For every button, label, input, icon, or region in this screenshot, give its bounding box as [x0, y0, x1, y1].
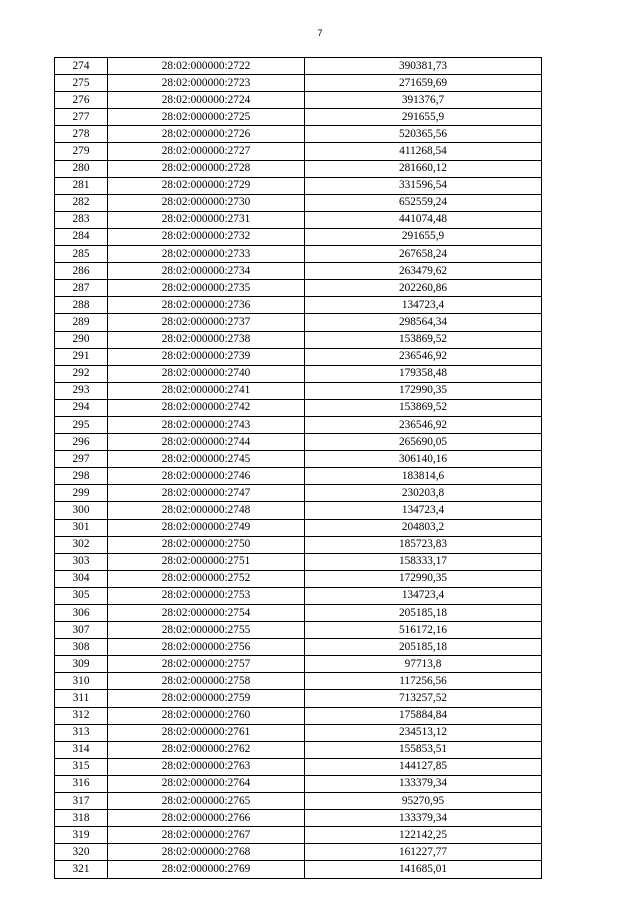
value-cell: 331596,54	[305, 177, 542, 194]
row-number-cell: 316	[55, 775, 108, 792]
cadastral-number-cell: 28:02:000000:2755	[108, 622, 305, 639]
table-row	[55, 741, 542, 758]
cadastral-number-cell: 28:02:000000:2747	[108, 485, 305, 502]
row-number-cell: 287	[55, 280, 108, 297]
cadastral-number-cell: 28:02:000000:2734	[108, 263, 305, 280]
value-cell: 391376,7	[305, 92, 542, 109]
cadastral-number-cell: 28:02:000000:2754	[108, 605, 305, 622]
value-cell: 204803,2	[305, 519, 542, 536]
value-cell: 205185,18	[305, 639, 542, 656]
value-cell: 144127,85	[305, 758, 542, 775]
value-cell: 172990,35	[305, 570, 542, 587]
cadastral-number-cell: 28:02:000000:2758	[108, 673, 305, 690]
value-cell: 291655,9	[305, 228, 542, 245]
table-row	[55, 297, 542, 314]
cadastral-number-cell: 28:02:000000:2742	[108, 399, 305, 416]
table-row	[55, 553, 542, 570]
cadastral-number-cell: 28:02:000000:2740	[108, 365, 305, 382]
table-row	[55, 365, 542, 382]
cadastral-number-cell: 28:02:000000:2723	[108, 75, 305, 92]
value-cell: 411268,54	[305, 143, 542, 160]
cadastral-number-cell: 28:02:000000:2738	[108, 331, 305, 348]
row-number-cell: 299	[55, 485, 108, 502]
table-row	[55, 263, 542, 280]
value-cell: 183814,6	[305, 468, 542, 485]
table-row	[55, 536, 542, 553]
table-row	[55, 143, 542, 160]
row-number-cell: 310	[55, 673, 108, 690]
cadastral-number-cell: 28:02:000000:2763	[108, 758, 305, 775]
row-number-cell: 317	[55, 793, 108, 810]
value-cell: 516172,16	[305, 622, 542, 639]
cadastral-number-cell: 28:02:000000:2737	[108, 314, 305, 331]
row-number-cell: 279	[55, 143, 108, 160]
row-number-cell: 284	[55, 228, 108, 245]
value-cell: 185723,83	[305, 536, 542, 553]
row-number-cell: 305	[55, 587, 108, 604]
cadastral-number-cell: 28:02:000000:2757	[108, 656, 305, 673]
table-row	[55, 775, 542, 792]
cadastral-number-cell: 28:02:000000:2724	[108, 92, 305, 109]
table-row	[55, 194, 542, 211]
cadastral-number-cell: 28:02:000000:2733	[108, 246, 305, 263]
value-cell: 117256,56	[305, 673, 542, 690]
cadastral-value-table	[54, 57, 542, 879]
cadastral-number-cell: 28:02:000000:2759	[108, 690, 305, 707]
value-cell: 291655,9	[305, 109, 542, 126]
value-cell: 265690,05	[305, 434, 542, 451]
table-row	[55, 519, 542, 536]
table-row	[55, 109, 542, 126]
cadastral-number-cell: 28:02:000000:2728	[108, 160, 305, 177]
value-cell: 153869,52	[305, 399, 542, 416]
value-cell: 153869,52	[305, 331, 542, 348]
value-cell: 134723,4	[305, 587, 542, 604]
value-cell: 175884,84	[305, 707, 542, 724]
row-number-cell: 319	[55, 827, 108, 844]
cadastral-number-cell: 28:02:000000:2736	[108, 297, 305, 314]
row-number-cell: 297	[55, 451, 108, 468]
row-number-cell: 280	[55, 160, 108, 177]
table-row	[55, 844, 542, 861]
cadastral-number-cell: 28:02:000000:2727	[108, 143, 305, 160]
row-number-cell: 320	[55, 844, 108, 861]
cadastral-number-cell: 28:02:000000:2756	[108, 639, 305, 656]
value-cell: 172990,35	[305, 382, 542, 399]
row-number-cell: 286	[55, 263, 108, 280]
cadastral-number-cell: 28:02:000000:2762	[108, 741, 305, 758]
cadastral-number-cell: 28:02:000000:2744	[108, 434, 305, 451]
value-cell: 230203,8	[305, 485, 542, 502]
value-cell: 263479,62	[305, 263, 542, 280]
table-row	[55, 605, 542, 622]
table-row	[55, 656, 542, 673]
table-row	[55, 126, 542, 143]
cadastral-number-cell: 28:02:000000:2751	[108, 553, 305, 570]
value-cell: 520365,56	[305, 126, 542, 143]
row-number-cell: 300	[55, 502, 108, 519]
cadastral-number-cell: 28:02:000000:2748	[108, 502, 305, 519]
row-number-cell: 294	[55, 399, 108, 416]
table-row	[55, 177, 542, 194]
cadastral-number-cell: 28:02:000000:2764	[108, 775, 305, 792]
value-cell: 133379,34	[305, 810, 542, 827]
value-cell: 713257,52	[305, 690, 542, 707]
page-number: 7	[317, 28, 323, 38]
cadastral-number-cell: 28:02:000000:2732	[108, 228, 305, 245]
row-number-cell: 308	[55, 639, 108, 656]
cadastral-number-cell: 28:02:000000:2741	[108, 382, 305, 399]
row-number-cell: 288	[55, 297, 108, 314]
table-row	[55, 810, 542, 827]
table-row	[55, 468, 542, 485]
table-row	[55, 690, 542, 707]
row-number-cell: 298	[55, 468, 108, 485]
cadastral-number-cell: 28:02:000000:2735	[108, 280, 305, 297]
table-row	[55, 861, 542, 878]
value-cell: 236546,92	[305, 348, 542, 365]
table-row	[55, 211, 542, 228]
row-number-cell: 306	[55, 605, 108, 622]
table-row	[55, 92, 542, 109]
table-row	[55, 75, 542, 92]
value-cell: 652559,24	[305, 194, 542, 211]
value-cell: 390381,73	[305, 58, 542, 75]
cadastral-number-cell: 28:02:000000:2750	[108, 536, 305, 553]
row-number-cell: 283	[55, 211, 108, 228]
row-number-cell: 274	[55, 58, 108, 75]
value-cell: 205185,18	[305, 605, 542, 622]
row-number-cell: 302	[55, 536, 108, 553]
value-cell: 179358,48	[305, 365, 542, 382]
table-row	[55, 246, 542, 263]
value-cell: 267658,24	[305, 246, 542, 263]
table-row	[55, 502, 542, 519]
table-row	[55, 451, 542, 468]
row-number-cell: 291	[55, 348, 108, 365]
row-number-cell: 275	[55, 75, 108, 92]
cadastral-number-cell: 28:02:000000:2745	[108, 451, 305, 468]
row-number-cell: 277	[55, 109, 108, 126]
table-row	[55, 622, 542, 639]
row-number-cell: 290	[55, 331, 108, 348]
cadastral-number-cell: 28:02:000000:2722	[108, 58, 305, 75]
row-number-cell: 303	[55, 553, 108, 570]
cadastral-number-cell: 28:02:000000:2726	[108, 126, 305, 143]
row-number-cell: 312	[55, 707, 108, 724]
row-number-cell: 311	[55, 690, 108, 707]
cadastral-number-cell: 28:02:000000:2768	[108, 844, 305, 861]
table-row	[55, 314, 542, 331]
table-row	[55, 228, 542, 245]
value-cell: 298564,34	[305, 314, 542, 331]
value-cell: 134723,4	[305, 297, 542, 314]
value-cell: 161227,77	[305, 844, 542, 861]
row-number-cell: 314	[55, 741, 108, 758]
table-row	[55, 434, 542, 451]
row-number-cell: 276	[55, 92, 108, 109]
table-row	[55, 673, 542, 690]
cadastral-number-cell: 28:02:000000:2729	[108, 177, 305, 194]
value-cell: 236546,92	[305, 416, 542, 433]
table-row	[55, 707, 542, 724]
value-cell: 441074,48	[305, 211, 542, 228]
row-number-cell: 321	[55, 861, 108, 878]
table-row	[55, 793, 542, 810]
cadastral-number-cell: 28:02:000000:2730	[108, 194, 305, 211]
cadastral-number-cell: 28:02:000000:2749	[108, 519, 305, 536]
value-cell: 155853,51	[305, 741, 542, 758]
table-row	[55, 639, 542, 656]
cadastral-number-cell: 28:02:000000:2766	[108, 810, 305, 827]
row-number-cell: 282	[55, 194, 108, 211]
table-row	[55, 331, 542, 348]
value-cell: 202260,86	[305, 280, 542, 297]
table-row	[55, 485, 542, 502]
table-row	[55, 382, 542, 399]
row-number-cell: 278	[55, 126, 108, 143]
value-cell: 281660,12	[305, 160, 542, 177]
row-number-cell: 313	[55, 724, 108, 741]
cadastral-number-cell: 28:02:000000:2767	[108, 827, 305, 844]
row-number-cell: 293	[55, 382, 108, 399]
cadastral-number-cell: 28:02:000000:2743	[108, 416, 305, 433]
table-row	[55, 58, 542, 75]
table-row	[55, 827, 542, 844]
value-cell: 134723,4	[305, 502, 542, 519]
cadastral-number-cell: 28:02:000000:2769	[108, 861, 305, 878]
table-row	[55, 570, 542, 587]
cadastral-number-cell: 28:02:000000:2746	[108, 468, 305, 485]
row-number-cell: 296	[55, 434, 108, 451]
table-row	[55, 416, 542, 433]
cadastral-number-cell: 28:02:000000:2725	[108, 109, 305, 126]
row-number-cell: 309	[55, 656, 108, 673]
value-cell: 122142,25	[305, 827, 542, 844]
cadastral-number-cell: 28:02:000000:2739	[108, 348, 305, 365]
row-number-cell: 295	[55, 416, 108, 433]
value-cell: 158333,17	[305, 553, 542, 570]
value-cell: 306140,16	[305, 451, 542, 468]
table-row	[55, 160, 542, 177]
row-number-cell: 304	[55, 570, 108, 587]
row-number-cell: 318	[55, 810, 108, 827]
cadastral-number-cell: 28:02:000000:2753	[108, 587, 305, 604]
row-number-cell: 292	[55, 365, 108, 382]
value-cell: 141685,01	[305, 861, 542, 878]
table-row	[55, 280, 542, 297]
value-cell: 95270,95	[305, 793, 542, 810]
value-cell: 234513,12	[305, 724, 542, 741]
table-row	[55, 587, 542, 604]
row-number-cell: 301	[55, 519, 108, 536]
table-body	[55, 58, 542, 879]
table-row	[55, 399, 542, 416]
value-cell: 97713,8	[305, 656, 542, 673]
cadastral-number-cell: 28:02:000000:2752	[108, 570, 305, 587]
cadastral-number-cell: 28:02:000000:2731	[108, 211, 305, 228]
row-number-cell: 281	[55, 177, 108, 194]
value-cell: 271659,69	[305, 75, 542, 92]
cadastral-number-cell: 28:02:000000:2760	[108, 707, 305, 724]
table-row	[55, 348, 542, 365]
row-number-cell: 307	[55, 622, 108, 639]
row-number-cell: 289	[55, 314, 108, 331]
table-row	[55, 758, 542, 775]
value-cell: 133379,34	[305, 775, 542, 792]
table-row	[55, 724, 542, 741]
cadastral-number-cell: 28:02:000000:2761	[108, 724, 305, 741]
cadastral-number-cell: 28:02:000000:2765	[108, 793, 305, 810]
row-number-cell: 285	[55, 246, 108, 263]
row-number-cell: 315	[55, 758, 108, 775]
